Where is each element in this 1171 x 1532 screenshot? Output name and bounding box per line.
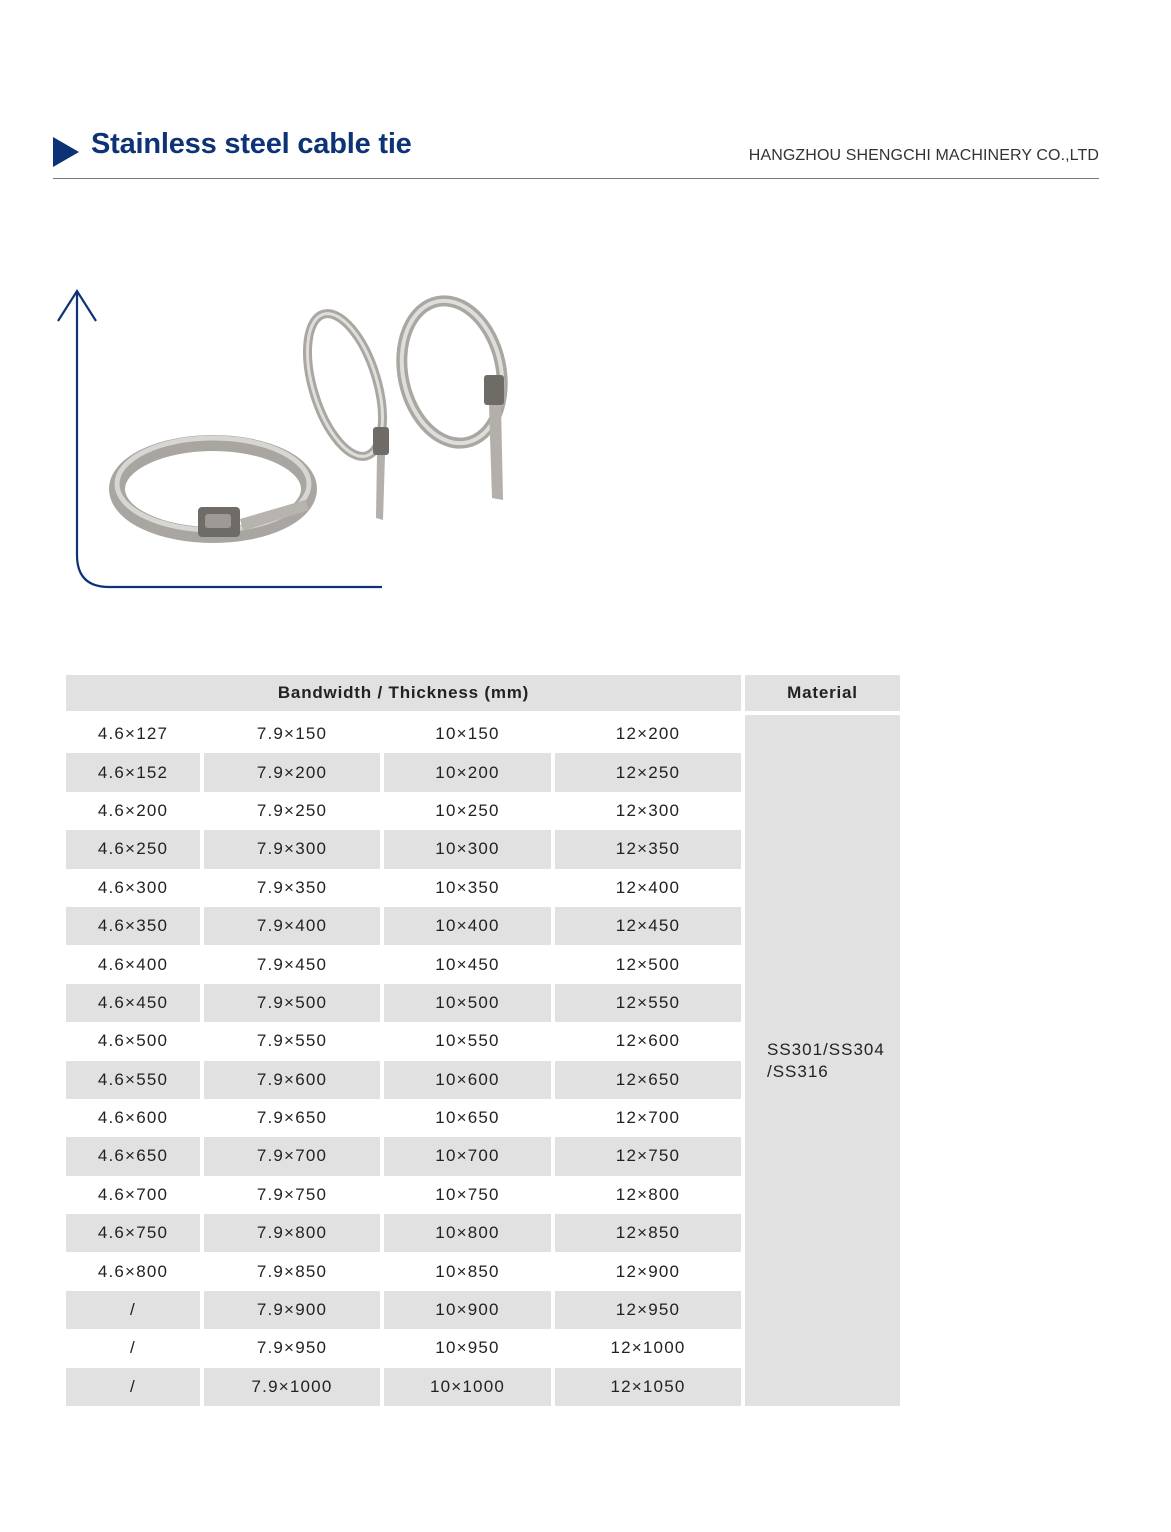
- table-cell: 10×950: [435, 1338, 500, 1358]
- table-cell: 4.6×650: [66, 1137, 200, 1175]
- table-cell: 10×200: [384, 753, 551, 791]
- material-line: /SS316: [767, 1061, 829, 1081]
- table-cell: 4.6×250: [66, 830, 200, 868]
- table-cell: 7.9×600: [204, 1061, 380, 1099]
- table-cell: /: [66, 1291, 200, 1329]
- table-cell: 7.9×750: [256, 1184, 328, 1204]
- table-cell: 7.9×150: [256, 724, 328, 744]
- table-cell: 4.6×152: [66, 753, 200, 791]
- table-cell: /: [130, 1338, 136, 1358]
- table-cell: 7.9×1000: [204, 1368, 380, 1406]
- table-cell: /: [66, 1368, 200, 1406]
- table-cell: 12×950: [555, 1291, 741, 1329]
- table-cell: 10×650: [435, 1108, 500, 1128]
- material-cell: [745, 715, 900, 1406]
- table-cell: 7.9×200: [204, 753, 380, 791]
- table-cell: 7.9×900: [204, 1291, 380, 1329]
- table-cell: 10×550: [435, 1031, 500, 1051]
- table-cell: 10×500: [384, 984, 551, 1022]
- table-cell: 7.9×350: [256, 877, 328, 897]
- table-cell: 7.9×250: [256, 800, 328, 820]
- header-divider: [53, 178, 1099, 179]
- table-row: [66, 715, 900, 753]
- table-cell: 10×700: [384, 1137, 551, 1175]
- table-cell: 12×1050: [555, 1368, 741, 1406]
- table-cell: 4.6×400: [97, 954, 169, 974]
- table-cell: 10×1000: [384, 1368, 551, 1406]
- table-cell: 12×450: [555, 907, 741, 945]
- table-cell: 4.6×600: [97, 1108, 169, 1128]
- table-cell: 7.9×700: [204, 1137, 380, 1175]
- table-cell: 7.9×400: [204, 907, 380, 945]
- table-cell: 7.9×300: [204, 830, 380, 868]
- table-cell: 4.6×750: [66, 1214, 200, 1252]
- table-cell: 12×300: [615, 800, 681, 820]
- table-cell: 7.9×650: [256, 1108, 328, 1128]
- table-cell: 12×750: [555, 1137, 741, 1175]
- table-cell: 7.9×450: [256, 954, 328, 974]
- table-cell: 4.6×800: [97, 1261, 169, 1281]
- table-cell: 12×1000: [610, 1338, 686, 1358]
- table-cell: 7.9×950: [256, 1338, 328, 1358]
- table-cell: 10×450: [435, 954, 500, 974]
- table-cell: 12×600: [615, 1031, 681, 1051]
- table-cell: 10×250: [435, 800, 500, 820]
- table-cell: 12×400: [615, 877, 681, 897]
- table-cell: 12×800: [615, 1184, 681, 1204]
- table-cell: 12×900: [615, 1261, 681, 1281]
- bandwidth-header: Bandwidth / Thickness (mm): [66, 675, 741, 715]
- table-cell: 12×850: [555, 1214, 741, 1252]
- table-cell: 10×800: [384, 1214, 551, 1252]
- table-cell: 10×400: [384, 907, 551, 945]
- cable-tie-illustration: [55, 285, 525, 595]
- table-cell: 4.6×300: [97, 877, 169, 897]
- table-cell: 4.6×500: [97, 1031, 169, 1051]
- table-cell: 10×900: [384, 1291, 551, 1329]
- table-cell: 12×500: [615, 954, 681, 974]
- material-header: Material: [745, 675, 900, 715]
- table-cell: 10×350: [435, 877, 500, 897]
- spec-table: [62, 675, 904, 1406]
- table-cell: 12×650: [555, 1061, 741, 1099]
- table-cell: 4.6×700: [97, 1184, 169, 1204]
- table-cell: 4.6×127: [97, 724, 169, 744]
- table-cell: 7.9×550: [256, 1031, 328, 1051]
- page-title: Stainless steel cable tie: [91, 128, 412, 160]
- table-cell: 4.6×450: [66, 984, 200, 1022]
- table-cell: 12×250: [555, 753, 741, 791]
- table-cell: 10×850: [435, 1261, 500, 1281]
- company-name: HANGZHOU SHENGCHI MACHINERY CO.,LTD: [748, 147, 1099, 164]
- table-cell: 12×200: [615, 724, 681, 744]
- table-cell: 7.9×800: [204, 1214, 380, 1252]
- table-cell: 10×600: [384, 1061, 551, 1099]
- table-cell: 4.6×550: [66, 1061, 200, 1099]
- cable-tie-angled-image: [389, 291, 515, 500]
- table-cell: 12×350: [555, 830, 741, 868]
- material-line: SS301/SS304: [767, 1039, 885, 1059]
- table-cell: 10×300: [384, 830, 551, 868]
- table-cell: 12×550: [555, 984, 741, 1022]
- cable-tie-flat-image: [117, 438, 309, 537]
- play-triangle-icon: [53, 137, 79, 167]
- page-header: [53, 128, 1099, 180]
- table-cell: 7.9×850: [256, 1261, 328, 1281]
- table-cell: 10×150: [435, 724, 500, 744]
- table-header-row: [66, 675, 900, 715]
- spec-table-body: [66, 715, 900, 1406]
- table-cell: 10×750: [435, 1184, 500, 1204]
- table-cell: 12×700: [615, 1108, 681, 1128]
- table-cell: 7.9×500: [204, 984, 380, 1022]
- table-cell: 4.6×200: [97, 800, 169, 820]
- table-cell: 4.6×350: [66, 907, 200, 945]
